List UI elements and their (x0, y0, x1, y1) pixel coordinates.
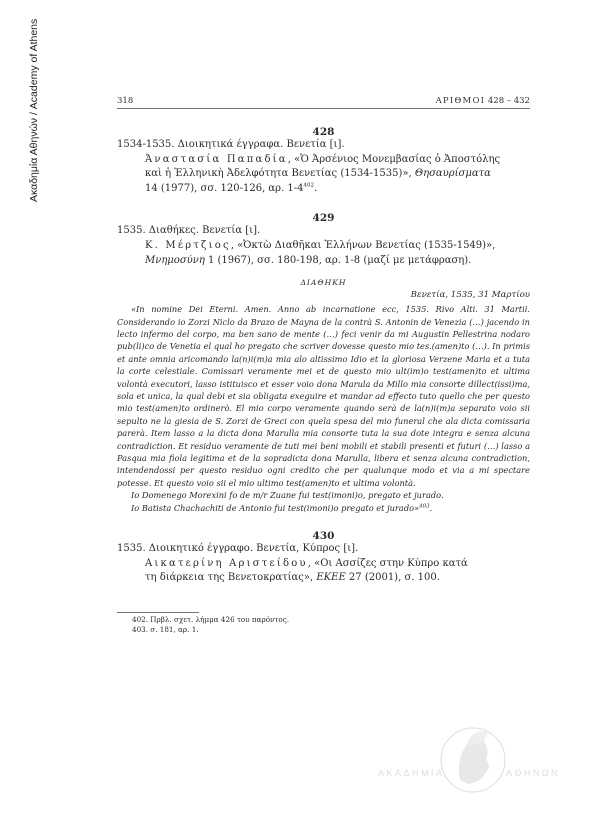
running-header (436, 96, 530, 106)
document-paragraph: «In nomine Dei Eterni. Amen. Anno ab incarnatione ecc, 1535. Rivo Alti. 31 Martii. Considerando io Zorzi Niclo da Brazo de Mayna de la contrà S. Antonin de Venezia (…) jacendo in lecto infermo del corpo, ma ben sano de mente (…) feci venir da mi Augustin Pellestrina nodaro pub(li)co de Venetia el qual ho pregato che scriver dovesse questo mio tes.(amen)to (…). In primis et ante omnia aricomando la(n)i(m)a mia alo altissimo Idio et la gloriosa Verzene Maria et a tuta la corte celestiale. Comissari veramente mei et de questo mio ult(im)o test(amen)to et ultima volontà executori, lasso istituisco et esser voio dona Marula da Millo mia consorte dillect(issi)ma, sola et unica, la qual debi et sia obligata exeguire et mandar ad effecto tuto quello che per questo mio test(amen)to ordinerò. El mio corpo veramente quando serà de la(n)i(m)a separato voio sii sepulto ne la giesia de S. Zorzi de Greci con quela spesa del mio funeral che ala dicta comissaria parerà. Item lasso a la dicta dona Marulla mia consorte tuta la sua dote integra e senza alcuna contradiction. Et residuo veramente de tuti mei beni mobili et stabili presenti et futuri (…) lasso a Pasqua mia fiola legitima et de la sopradicta dona Marulla, libera et senza alcuna contradiction, intendendossi per questo residuo ogni credito che per qualunque modo et via a mi spectare potesse. Et questo voio sii el mio ultimo test(amen)to et ultima volontà. (117, 304, 530, 488)
witness-signature-2 (117, 502, 530, 514)
entry-430-line1: 1535. Διοικητικό έγγραφο. Βενετία, Κύπρος [ι]. (117, 543, 359, 555)
entry-428-period: . (314, 182, 318, 194)
witness-signature-1: Io Domenego Morexini fo de m/r Zuane fui test(imoni)o, pregato et jurado. (131, 490, 444, 501)
page-header (117, 96, 530, 109)
entry-429-line3 (117, 254, 530, 269)
footnote-402: 402. Πρβλ. σχετ. λήμμα 426 του παρόντος. (132, 614, 290, 624)
page-number: 318 (117, 96, 134, 106)
entry-429-title: , «Ὀκτὼ Διαθῆκαι Ἑλλήνων Βενετίας (1535-1549)», (230, 239, 496, 251)
entry-430-journal: ΕΚΕΕ (316, 572, 346, 584)
entry-430-author: Αικατερίνη Αριστείδου (145, 557, 308, 569)
entry-429-reference: 1 (1967), σσ. 180-198, αρ. 1-8 (μαζί με μετάφραση). (204, 254, 472, 266)
side-label-text: Ακαδημία Αθηνών / Academy of Athens (28, 18, 40, 202)
entry-428-author: Ἀναστασία Παπαδία (145, 153, 288, 165)
entry-429-citation (117, 239, 530, 254)
entry-430-citation (117, 557, 530, 572)
entry-429-journal: Μνημοσύνη (145, 254, 205, 266)
entry-428-title: , «Ὁ Ἀρσένιος Μονεμβασίας ὁ Ἀποστόλης (287, 153, 501, 165)
entry-429 (117, 224, 530, 268)
witness-signature-2-period: . (429, 502, 433, 513)
archive-side-label (28, 19, 40, 202)
entry-428-title-cont: καὶ ἡ Ἑλληνικὴ Ἀδελφότητα Βενετίας (1534-1535)», (145, 168, 415, 180)
footnote-ref-403[interactable]: 403 (419, 502, 430, 509)
entry-429-line1: 1535. Διαθήκες. Βενετία [ι]. (117, 225, 261, 237)
entry-428-reference: 14 (1977), σσ. 120-126, αρ. 1-4 (145, 182, 304, 194)
watermark-text-right: ΑΘΗΝΩΝ (506, 768, 561, 778)
document-text (117, 303, 530, 514)
entry-428-line1: 1534-1535. Διοικητικά έγγραφα. Βενετία [ι]. (117, 139, 345, 150)
footnote-403: 403. σ. 181, αρ. 1. (132, 624, 199, 634)
footnote-ref-402[interactable]: 402 (303, 182, 315, 189)
document-title: ΔΙΑΘΗΚΗ (300, 278, 347, 288)
academy-watermark-logo (378, 720, 568, 800)
running-title: ΑΡΙΘΜΟΙ (435, 96, 486, 106)
entry-430-line3 (117, 571, 530, 586)
book-page (117, 96, 530, 635)
entry-428-citation (117, 153, 530, 168)
entry-430-title: , «Οι Ασσίζες στην Κύπρο κατά (307, 557, 468, 569)
entry-428-journal: Θησαυρίσματα (414, 168, 491, 180)
entry-number-428: 428 (312, 126, 335, 138)
footnotes (117, 612, 290, 635)
entry-number-430: 430 (312, 530, 335, 543)
entry-range: 428 – 432 (487, 96, 530, 106)
entry-428 (117, 138, 530, 196)
entry-430-reference: 27 (2001), σ. 100. (345, 572, 440, 584)
watermark-text-left: ΑΚΑΔΗΜΙΑ (378, 768, 445, 778)
entry-430-title-cont: τη διάρκεια της Βενετοκρατίας», (145, 572, 317, 584)
witness-signature-2-text: Io Batista Chachachiti de Antonio fui test(imoni)o pregato et jurado» (131, 502, 420, 513)
document-place-date: Βενετία, 1535, 31 Μαρτίου (410, 290, 530, 301)
entry-429-author: Κ. Μέρτζιος (145, 239, 231, 251)
entry-428-line3 (117, 167, 530, 182)
entry-430 (117, 542, 530, 586)
entry-428-line4 (117, 182, 530, 197)
athena-head-icon (438, 720, 508, 800)
entry-number-429: 429 (312, 212, 335, 225)
